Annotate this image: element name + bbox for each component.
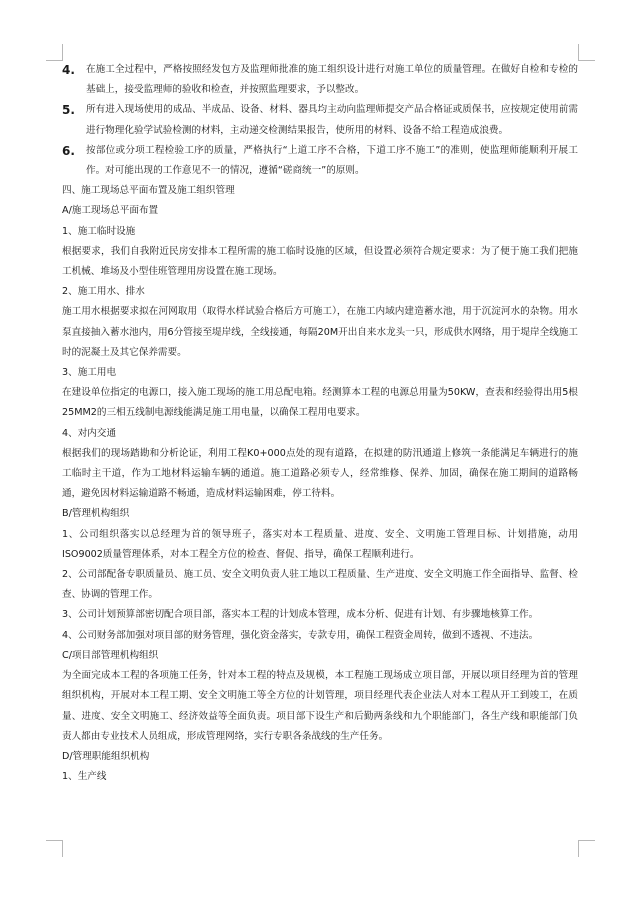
- numbered-item-5: [62, 100, 578, 140]
- subsection-d-heading: D/管理职能组织机构: [62, 750, 150, 762]
- crop-mark-top-left: [46, 44, 63, 61]
- section-heading: 四、施工现场总平面布置及施工组织管理: [62, 185, 235, 197]
- crop-mark-bottom-left: [46, 840, 63, 857]
- item-text: 所有进入现场使用的成品、半成品、设备、材料、器具均主动向监理师提交产品合格证或质保书，应按规定使用前需进行物理化验学试验检测的材料，主动递交检测结果报告，使所用的材料、设备不给工程造成浪费。: [86, 104, 578, 136]
- paragraph-water-supply: 施工用水根据要求拟在河网取用（取得水样试验合格后方可施工），在施工内域内建造蓄水池，用于沉淀河水的杂物。用水泵直接抽入蓄水池内，用6分管接至堤岸线，全线接通，每隔20M开出自来水龙头一只，形成供水网络，用于堤岸全线施工时的泥凝土及其它保养需要。: [62, 306, 578, 358]
- heading-water-supply: 2、施工用水、排水: [62, 286, 145, 298]
- paragraph-internal-traffic: 根据我们的现场踏勘和分析论证，利用工程K0+000点处的现有道路，在拟建的防汛通道上修筑一条能满足车辆进行的施工临时主干道，作为工地材料运输车辆的通道。施工道路必须专人，经常维修、保养、加固，确保在施工期间的道路畅通，避免因材料运输道路不畅通，造成材料运输困难，停工待料。: [62, 447, 578, 500]
- paragraph-temporary-facilities: 根据要求，我们自我附近民房安排本工程所需的施工临时设施的区域，但设置必须符合规定要求：为了便于施工我们把施工机械、堆场及小型佳班管理用房设置在施工现场。: [62, 245, 578, 278]
- crop-mark-top-right: [578, 44, 595, 61]
- heading-production-line: 1、生产线: [62, 771, 107, 783]
- numbered-item-6: [62, 141, 578, 181]
- document-body: [62, 60, 578, 787]
- heading-temporary-facilities: 1、施工临时设施: [62, 225, 136, 237]
- subsection-a-heading: A/施工现场总平面布置: [62, 205, 159, 217]
- paragraph-b3: 3、公司计划预算部密切配合项目部，落实本工程的计划成本管理，成本分析、促进有计划、有步骤地核算工作。: [62, 609, 539, 621]
- paragraph-b1: 1、公司组织落实以总经理为首的领导班子，落实对本工程质量、进度、安全、文明施工管理目标、计划措施，动用ISO9002质量管理体系，对本工程全方位的检查、督促、指导，确保工程顺利进行。: [62, 528, 578, 560]
- subsection-b-heading: B/管理机构组织: [62, 508, 130, 520]
- paragraph-c1: 为全面完成本工程的各项施工任务，针对本工程的特点及规模，本工程施工现场成立项目部，开展以项目经理为首的管理组织机构，开展对本工程工期、安全文明施工等全方位的计划管理，项目经理代表企业法人对本工程从开工到竣工，在质量、进度、安全文明施工、经济效益等全面负责。项目部下设生产和后勤两条线和九个职能部门，各生产线和职能部门负责人都由专业技术人员组成，形成管理网络，实行专职各条战线的生产任务。: [62, 670, 578, 742]
- heading-power-supply: 3、施工用电: [62, 367, 117, 379]
- item-number: 6.: [62, 143, 75, 158]
- item-number: 5.: [62, 103, 75, 118]
- subsection-c-heading: C/项目部管理机构组织: [62, 649, 159, 661]
- heading-internal-traffic: 4、对内交通: [62, 427, 117, 439]
- paragraph-power-supply: 在建设单位指定的电源口，接入施工现场的施工用总配电箱。经测算本工程的电源总用量为50KW，查表和经验得出用5根25MM2的三相五线制电源线能满足施工用电量，以确保工程用电要求。: [62, 387, 578, 419]
- paragraph-b4: 4、公司财务部加强对项目部的财务管理，强化资金落实，专款专用，确保工程资金周转，做到不透视、不违法。: [62, 629, 539, 641]
- item-number: 4.: [62, 63, 75, 77]
- numbered-item-4: [62, 60, 578, 100]
- paragraph-b2: 2、公司部配备专职质量员、施工员、安全文明负责人驻工地以工程质量、生产进度、安全文明施工作全面指导、监督、检查、协调的管理工作。: [62, 569, 578, 601]
- item-text: 在施工全过程中，严格按照经发包方及监理师批准的施工组织设计进行对施工单位的质量管理。在做好自检和专检的基础上，接受监理师的验收和检查，并按照监理要求，予以整改。: [86, 64, 578, 96]
- item-text: 按部位或分项工程检验工序的质量，严格执行“上道工序不合格，下道工序不施工”的准则，使监理师能顺利开展工作。对可能出现的工作意见不一的情况，遵循“磋商统一”的原则。: [86, 144, 578, 177]
- crop-mark-bottom-right: [578, 840, 595, 857]
